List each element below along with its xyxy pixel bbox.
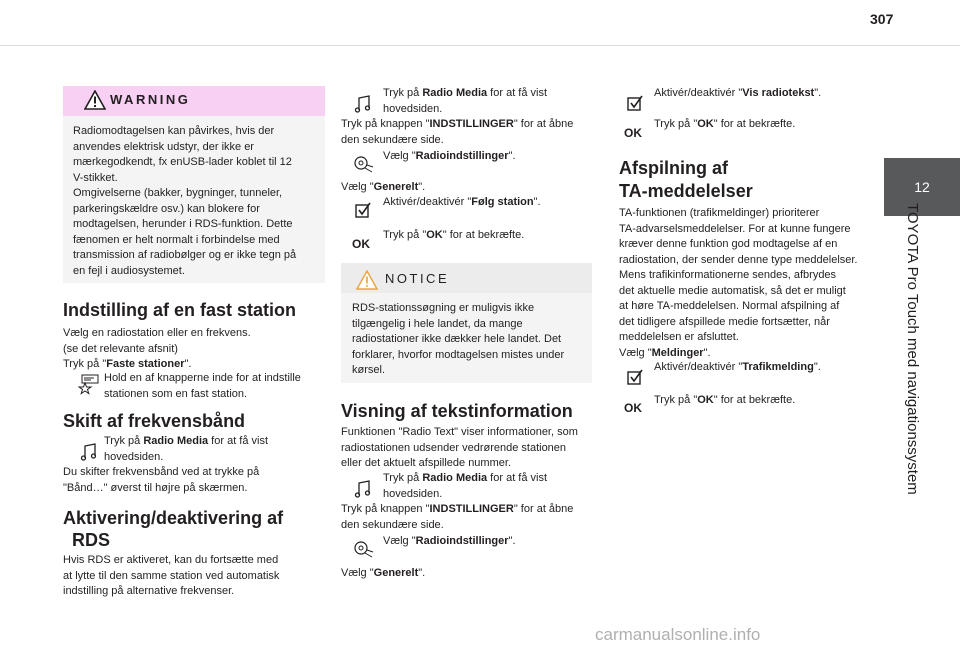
text-line: Vælg "Generelt".: [341, 181, 426, 193]
ok-label-icon: OK: [624, 401, 642, 415]
traffic-toggle: [654, 360, 874, 376]
text-line: "Bånd…" øverst til højre på skærmen.: [63, 481, 248, 494]
text-line: TA-funktionen (trafikmeldinger) prioriterer: [619, 207, 820, 219]
notice-triangle-icon: [356, 270, 378, 290]
band-heading: Skift af frekvensbånd: [63, 411, 246, 431]
general-select: [341, 180, 561, 196]
chapter-title-text: TOYOTA Pro Touch med navigationssystem: [904, 203, 921, 495]
text-line: Tryk på "OK" for at bekræfte.: [383, 229, 525, 241]
text-info-text: [341, 425, 601, 472]
text-line: Hold en af knapperne inde for at indstille: [104, 372, 301, 384]
warning-line: Omgivelserne (bakker, bygninger, tunneler,: [73, 187, 283, 199]
warning-line: transmission af radiobølger og er ikke tegn på: [73, 249, 297, 261]
radio-settings-select-2: [383, 534, 603, 550]
settings-instruction: [341, 117, 601, 148]
text-line: at lytte til den samme station ved automatisk: [63, 569, 280, 582]
text-line: kræver denne funktion god modtagelse af en: [619, 238, 838, 250]
text-line: eller det aktuelt afspillede nummer.: [341, 457, 511, 469]
ok-label-icon: OK: [352, 237, 370, 251]
music-note-icon: [78, 441, 100, 463]
warning-line: parkeringskældre osv.) kan blokere for: [73, 202, 260, 215]
text-line: Du skifter frekvensbånd ved at trykke på: [63, 466, 260, 478]
warning-line: Radiomodtagelsen kan påvirkes, hvis der: [73, 125, 275, 137]
text-line: Aktivér/deaktivér "Følg station".: [383, 196, 541, 208]
notice-line: radiostationer ikke dækker hele landet. Det: [352, 333, 562, 345]
header-rule: [0, 45, 960, 46]
settings-instruction-2: [341, 502, 601, 533]
fixed-station-instruction: [104, 371, 334, 402]
notice-line: kørsel.: [352, 364, 385, 376]
radio-settings-select: [383, 149, 603, 165]
radio-media-instruction: [383, 86, 603, 117]
text-line: (se det relevante afsnit): [63, 342, 178, 355]
text-line: Funktionen "Radio Text" viser informationer, som: [341, 426, 578, 438]
band-text: [63, 465, 333, 496]
radio-text-toggle: [654, 86, 874, 102]
notice-line: tilgængelig i hele landet, da mange: [352, 317, 523, 330]
notice-header: [341, 263, 592, 293]
text-line: meddelelsen er afsluttet.: [619, 331, 739, 343]
ta-heading-2: TA-meddelelser: [619, 181, 753, 201]
text-line: Hvis RDS er aktiveret, kan du fortsætte med: [63, 554, 279, 566]
text-line: Vælg "Generelt".: [341, 567, 426, 579]
text-line: Vælg en radiostation eller en frekvens.: [63, 327, 251, 339]
ok-confirm: [383, 228, 603, 244]
text-line: Tryk på "OK" for at bekræfte.: [654, 394, 796, 406]
notice-text: [352, 301, 590, 379]
text-line: det aktuelle medie automatisk, så det er muligt: [619, 284, 846, 297]
watermark: carmanualsonline.info: [595, 625, 761, 644]
ok-label-icon: OK: [624, 126, 642, 140]
fixed-station-text: [63, 326, 333, 373]
text-line: hovedsiden.: [383, 102, 443, 115]
warning-line: mærkegodkendt, fx enUSB-lader koblet til 12: [73, 156, 292, 168]
warning-line: fænomen er helt normalt i forbindelse med: [73, 233, 280, 246]
star-preset-icon: [78, 373, 100, 395]
text-line: Tryk på knappen "INDSTILLINGER" for at åbne: [341, 503, 574, 515]
warning-line: V-stikket.: [73, 171, 118, 184]
checkbox-icon: [624, 366, 646, 388]
ok-confirm-2: [654, 117, 874, 133]
fixed-station-heading: Indstilling af en fast station: [63, 300, 297, 320]
notice-line: RDS-stationssøgning er muligvis ikke: [352, 302, 535, 314]
warning-line: en fejl i audiosystemet.: [73, 264, 185, 277]
text-line: den sekundære side.: [341, 133, 444, 146]
chapter-number: 12: [914, 179, 930, 195]
rds-text: [63, 553, 333, 600]
text-line: Tryk på Radio Media for at få vist: [104, 435, 269, 447]
text-line: Vælg "Radioindstillinger".: [383, 535, 516, 547]
text-line: stationen som en fast station.: [104, 387, 248, 400]
music-note-icon: [352, 478, 374, 500]
ta-heading: Afspilning af: [619, 158, 728, 178]
text-line: Aktivér/deaktivér "Vis radiotekst".: [654, 87, 822, 99]
text-line: Tryk på "OK" for at bekræfte.: [654, 118, 796, 130]
text-line: det tidligere afspillede medie fortsætter, når: [619, 315, 830, 328]
ok-confirm-3: [654, 393, 874, 409]
text-line: Aktivér/deaktivér "Trafikmelding".: [654, 361, 821, 373]
text-line: Tryk på "Faste stationer".: [63, 358, 192, 370]
warning-triangle-icon: [84, 90, 106, 110]
follow-station-toggle: [383, 195, 603, 211]
text-line: TA-advarselsmeddelelser. For at kunne fungere: [619, 222, 851, 235]
radio-settings-icon: [352, 537, 374, 559]
text-line: den sekundære side.: [341, 518, 444, 531]
text-line: radiostationen udsender vedrørende stationen: [341, 441, 567, 454]
notice-title: NOTICE: [385, 271, 450, 286]
rds-heading-2: RDS: [72, 530, 111, 550]
text-line: Tryk på knappen "INDSTILLINGER" for at åbne: [341, 118, 574, 130]
warning-line: modtagelsen, herunder i RDS-funktion. Dette: [73, 218, 293, 230]
warning-line: anvendes elektrisk udstyr, der ikke er: [73, 140, 254, 153]
text-line: Mens trafikinformationerne sendes, afbrydes: [619, 269, 837, 281]
page-number: 307: [870, 11, 894, 27]
text-line: Vælg "Meldinger".: [619, 346, 711, 359]
band-instruction: [104, 434, 334, 465]
text-line: Vælg "Radioindstillinger".: [383, 150, 516, 162]
warning-text: [73, 124, 323, 279]
checkbox-icon: [624, 92, 646, 114]
text-line: radiostation, der sender denne type meddelelser.: [619, 253, 858, 266]
text-line: at høre TA-meddelelsen. Normal afspilning af: [619, 300, 840, 312]
text-line: hovedsiden.: [104, 450, 164, 463]
chapter-title: [895, 203, 921, 523]
checkbox-icon: [352, 199, 374, 221]
rds-heading: Aktivering/deaktivering af: [63, 508, 284, 528]
radio-media-instruction-2: [383, 471, 603, 502]
text-info-heading: Visning af tekstinformation: [341, 401, 573, 421]
text-line: Tryk på Radio Media for at få vist: [383, 472, 548, 484]
text-line: indstilling på alternative frekvenser.: [63, 585, 235, 597]
notice-line: forklarer, hvorfor modtagelsen mistes under: [352, 348, 565, 361]
general-select-2: [341, 566, 561, 582]
text-line: hovedsiden.: [383, 487, 443, 500]
ta-text: [619, 206, 881, 361]
text-line: Tryk på Radio Media for at få vist: [383, 87, 548, 99]
music-note-icon: [352, 93, 374, 115]
radio-settings-icon: [352, 152, 374, 174]
warning-title: WARNING: [110, 92, 191, 107]
